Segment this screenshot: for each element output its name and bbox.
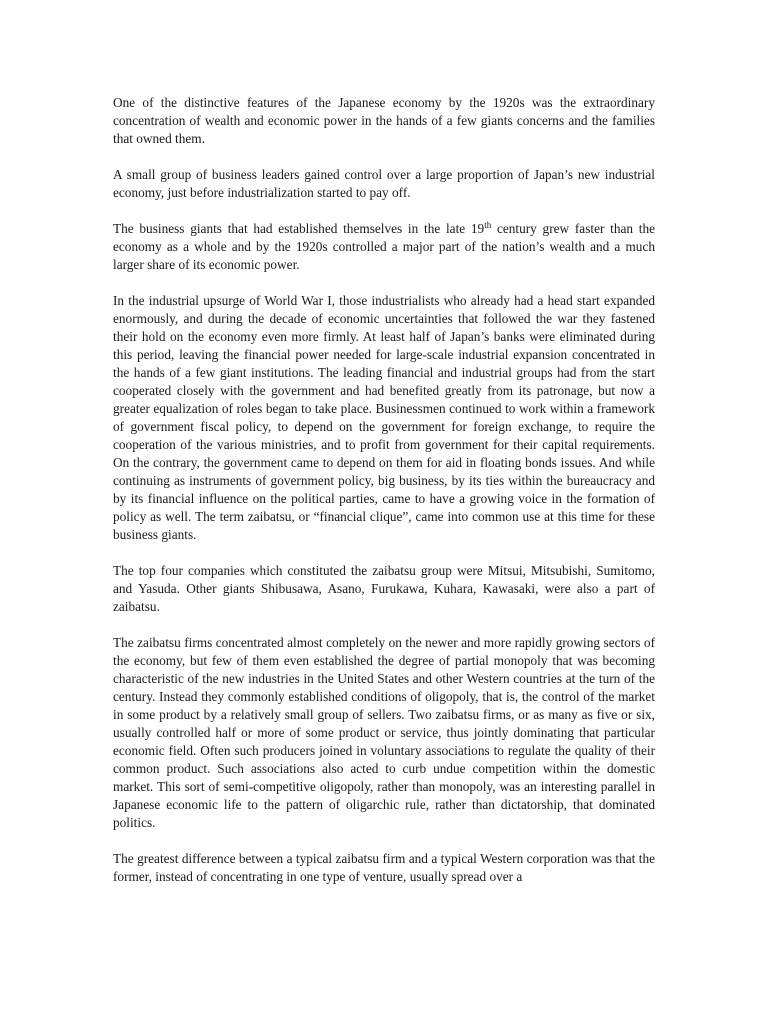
ordinal-superscript: th bbox=[484, 220, 492, 230]
document-page bbox=[113, 94, 655, 886]
paragraph-greatest-difference: The greatest difference between a typical zaibatsu firm and a typical Western corporation was that the former, instead of concentrating in one type of venture, usually spread over a bbox=[113, 851, 655, 884]
paragraph-business-leaders: A small group of business leaders gained control over a large proportion of Japan’s new industrial economy, just before industrialization started to pay off. bbox=[113, 167, 655, 200]
paragraph-oligopoly: The zaibatsu firms concentrated almost completely on the newer and more rapidly growing sectors of the economy, but few of them even established the degree of partial monopoly that was becoming characteristic of the new industries in the United States and other Western countries at the turn of the century. Instead they commonly established conditions of oligopoly, that is, the control of the market in some product by a relatively small group of sellers. Two zaibatsu firms, or as many as five or six, usually controlled half or more of some product or service, thus jointly dominating that particular economic field. Often such producers joined in voluntary associations to regulate the quality of their common product. Such associations also acted to curb undue competition within the domestic market. This sort of semi-competitive oligopoly, rather than monopoly, was an interesting parallel in Japanese economic life to the pattern of oligarchic rule, rather than dictatorship, that dominated politics. bbox=[113, 635, 655, 830]
paragraph-world-war-one: In the industrial upsurge of World War I, those industrialists who already had a head start expanded enormously, and during the decade of economic uncertainties that followed the war they fastened their hold on the economy even more firmly. At least half of Japan’s banks were eliminated during this period, leaving the financial power needed for large-scale industrial expansion concentrated in the hands of a few giant institutions. The leading financial and industrial groups had from the start cooperated closely with the government and had benefited greatly from its patronage, but now a greater equalization of roles began to take place. Businessmen continued to work within a framework of government fiscal policy, to depend on the government for foreign exchange, to require the cooperation of the various ministries, and to profit from government for their capital requirements. On the contrary, the government came to depend on them for aid in floating bonds issues. And while continuing as instruments of government policy, big business, by its ties within the bureaucracy and by its financial influence on the political parties, came to have a growing voice in the formation of policy as well. The term zaibatsu, or “financial clique”, came into common use at this time for these business giants. bbox=[113, 293, 655, 542]
paragraph-business-giants bbox=[113, 220, 655, 274]
paragraph-concentration: One of the distinctive features of the Japanese economy by the 1920s was the extraordinary concentration of wealth and economic power in the hands of a few giants concerns and the families that owned them. bbox=[113, 95, 655, 146]
paragraph-top-four-companies: The top four companies which constituted the zaibatsu group were Mitsui, Mitsubishi, Sumitomo, and Yasuda. Other giants Shibusawa, Asano, Furukawa, Kuhara, Kawasaki, were also a part of zaibatsu. bbox=[113, 563, 655, 614]
business-giants-text-end: century grew faster than the economy as a whole and by the 1920s controlled a major part of the nation’s wealth and a much larger share of its economic power. bbox=[113, 221, 655, 272]
business-giants-text-start: The business giants that had established themselves in the late 19 bbox=[113, 221, 485, 236]
